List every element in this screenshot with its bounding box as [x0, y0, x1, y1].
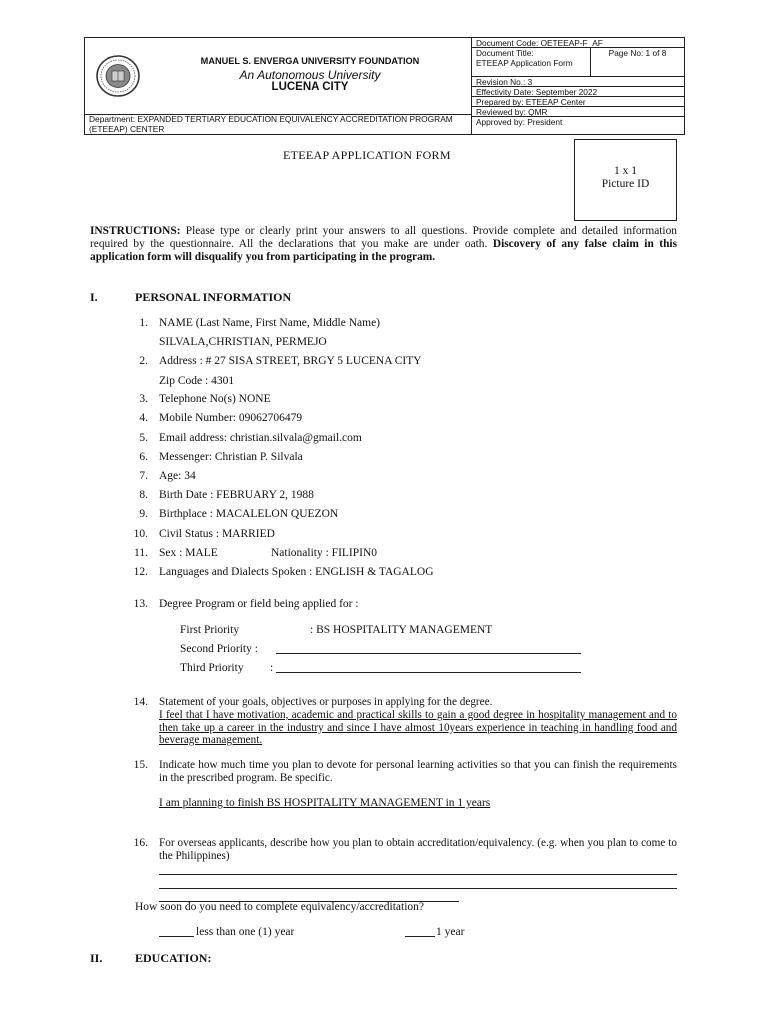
item-number: 13.	[133, 598, 148, 610]
item-number: 10.	[133, 528, 148, 540]
effectivity-date: Effectivity Date: September 2022	[472, 87, 684, 97]
item-number: 12.	[133, 566, 148, 578]
second-priority-label: Second Priority :	[180, 643, 258, 655]
item-number: 11.	[134, 547, 148, 559]
section-title: EDUCATION:	[135, 951, 212, 965]
instructions-label: INSTRUCTIONS:	[90, 225, 181, 237]
item-number: 1.	[139, 317, 148, 329]
overseas-label: For overseas applicants, describe how you plan to obtain accreditation/equivalency. (e.g. when you plan to come to the Philippines)	[159, 837, 677, 862]
document-title-cell	[472, 48, 684, 77]
picture-id-box	[574, 139, 677, 221]
university-subtitle: An Autonomous University	[239, 68, 381, 82]
zip-code-field: Zip Code : 4301	[159, 375, 235, 387]
learning-time-answer: I am planning to finish BS HOSPITALITY MANAGEMENT in 1 years	[159, 797, 491, 809]
telephone-field: Telephone No(s) NONE	[159, 393, 271, 405]
option-less-than-one-year: less than one (1) year	[196, 926, 295, 938]
item-number: 16.	[133, 837, 148, 849]
third-priority-blank[interactable]	[276, 662, 581, 673]
picture-id-label: Picture ID	[601, 178, 650, 190]
item-number: 6.	[139, 451, 148, 463]
item-number: 2.	[139, 355, 148, 367]
overseas-answer-line[interactable]	[159, 888, 677, 889]
first-priority-label: First Priority	[180, 624, 240, 636]
university-name: MANUEL S. ENVERGA UNIVERSITY FOUNDATION	[200, 56, 420, 66]
document-title-value: ETEEAP Application Form	[476, 58, 573, 68]
form-title: ETEEAP APPLICATION FORM	[283, 148, 451, 162]
document-control-cells	[472, 38, 684, 134]
third-priority-label: Third Priority	[180, 662, 244, 674]
document-header-table	[84, 37, 685, 135]
instructions-text: Please type or clearly print your answers to all questions. Provide complete and detailed information required by the questionnaire. All the declarations that you make are under oath.	[90, 225, 677, 250]
overseas-answer-line[interactable]	[159, 874, 677, 875]
section-number: II.	[90, 951, 103, 965]
birth-date-field: Birth Date : FEBRUARY 2, 1988	[159, 489, 314, 501]
picture-size-label: 1 x 1	[614, 165, 637, 177]
university-city: LUCENA CITY	[271, 81, 349, 93]
section-title: PERSONAL INFORMATION	[135, 290, 292, 304]
university-seal-icon	[95, 53, 141, 99]
option-one-year: 1 year	[436, 926, 465, 938]
approved-by: Approved by: President	[476, 117, 563, 127]
first-priority-value: : BS HOSPITALITY MANAGEMENT	[310, 624, 493, 636]
learning-time-label: Indicate how much time you plan to devote for personal learning activities so that you can finish the requirements in the prescribed program. Be specific.	[159, 759, 677, 784]
item-number: 15.	[133, 759, 148, 771]
sex-field: Sex : MALE	[159, 547, 218, 559]
prepared-by: Prepared by: ETEEAP Center	[472, 97, 684, 107]
messenger-field: Messenger: Christian P. Silvala	[159, 451, 303, 463]
civil-status-field: Civil Status : MARRIED	[159, 528, 275, 540]
item-number: 5.	[139, 432, 148, 444]
item-number: 9.	[139, 508, 148, 520]
mobile-field: Mobile Number: 09062706479	[159, 412, 303, 424]
item-number: 8.	[139, 489, 148, 501]
option-less-than-one-year-blank[interactable]	[159, 926, 194, 937]
document-title-label: Document Title:	[476, 48, 534, 58]
birthplace-field: Birthplace : MACALELON QUEZON	[159, 508, 339, 520]
reviewed-by: Reviewed by: QMR	[472, 107, 684, 117]
revision-number: Revision No.: 3	[472, 77, 684, 87]
languages-field: Languages and Dialects Spoken : ENGLISH & TAGALOG	[159, 566, 434, 578]
item-number: 7.	[139, 470, 148, 482]
goals-label: Statement of your goals, objectives or purposes in applying for the degree.	[159, 696, 493, 708]
instructions	[90, 225, 677, 263]
instructions-warning: Discovery of any false claim in this application form will disqualify you from participating in the program.	[90, 237, 678, 263]
item-number: 14.	[133, 696, 148, 708]
page-number: Page No: 1 of 8	[590, 48, 684, 76]
name-label: NAME (Last Name, First Name, Middle Name)	[159, 317, 381, 329]
age-field: Age: 34	[159, 470, 196, 482]
item-number: 4.	[139, 412, 148, 424]
section-number: I.	[90, 290, 98, 304]
email-field: Email address: christian.silvala@gmail.com	[159, 432, 362, 444]
third-priority-colon: :	[270, 662, 274, 674]
second-priority-blank[interactable]	[276, 643, 581, 654]
document-code: Document Code: OETEEAP-F_AF	[472, 38, 684, 48]
department-name: Department: EXPANDED TERTIARY EDUCATION EQUIVALENCY ACCREDITATION PROGRAM (ETEEAP) CENTER	[89, 114, 453, 134]
goals-answer: I feel that I have motivation, academic and practical skills to gain a good degree in hospitality management and to then take up a career in the industry and since I have almost 10years experience in teaching in handling food and beverage management.	[159, 709, 677, 747]
nationality-field: Nationality : FILIPIN0	[271, 547, 378, 559]
option-one-year-blank[interactable]	[405, 926, 435, 937]
item-number: 3.	[139, 393, 148, 405]
how-soon-question: How soon do you need to complete equivalency/accreditation?	[135, 901, 424, 913]
address-field: Address : # 27 SISA STREET, BRGY 5 LUCENA CITY	[159, 355, 422, 367]
degree-program-label: Degree Program or field being applied for :	[159, 598, 359, 610]
name-value: SILVALA,CHRISTIAN, PERMEJO	[159, 336, 327, 348]
